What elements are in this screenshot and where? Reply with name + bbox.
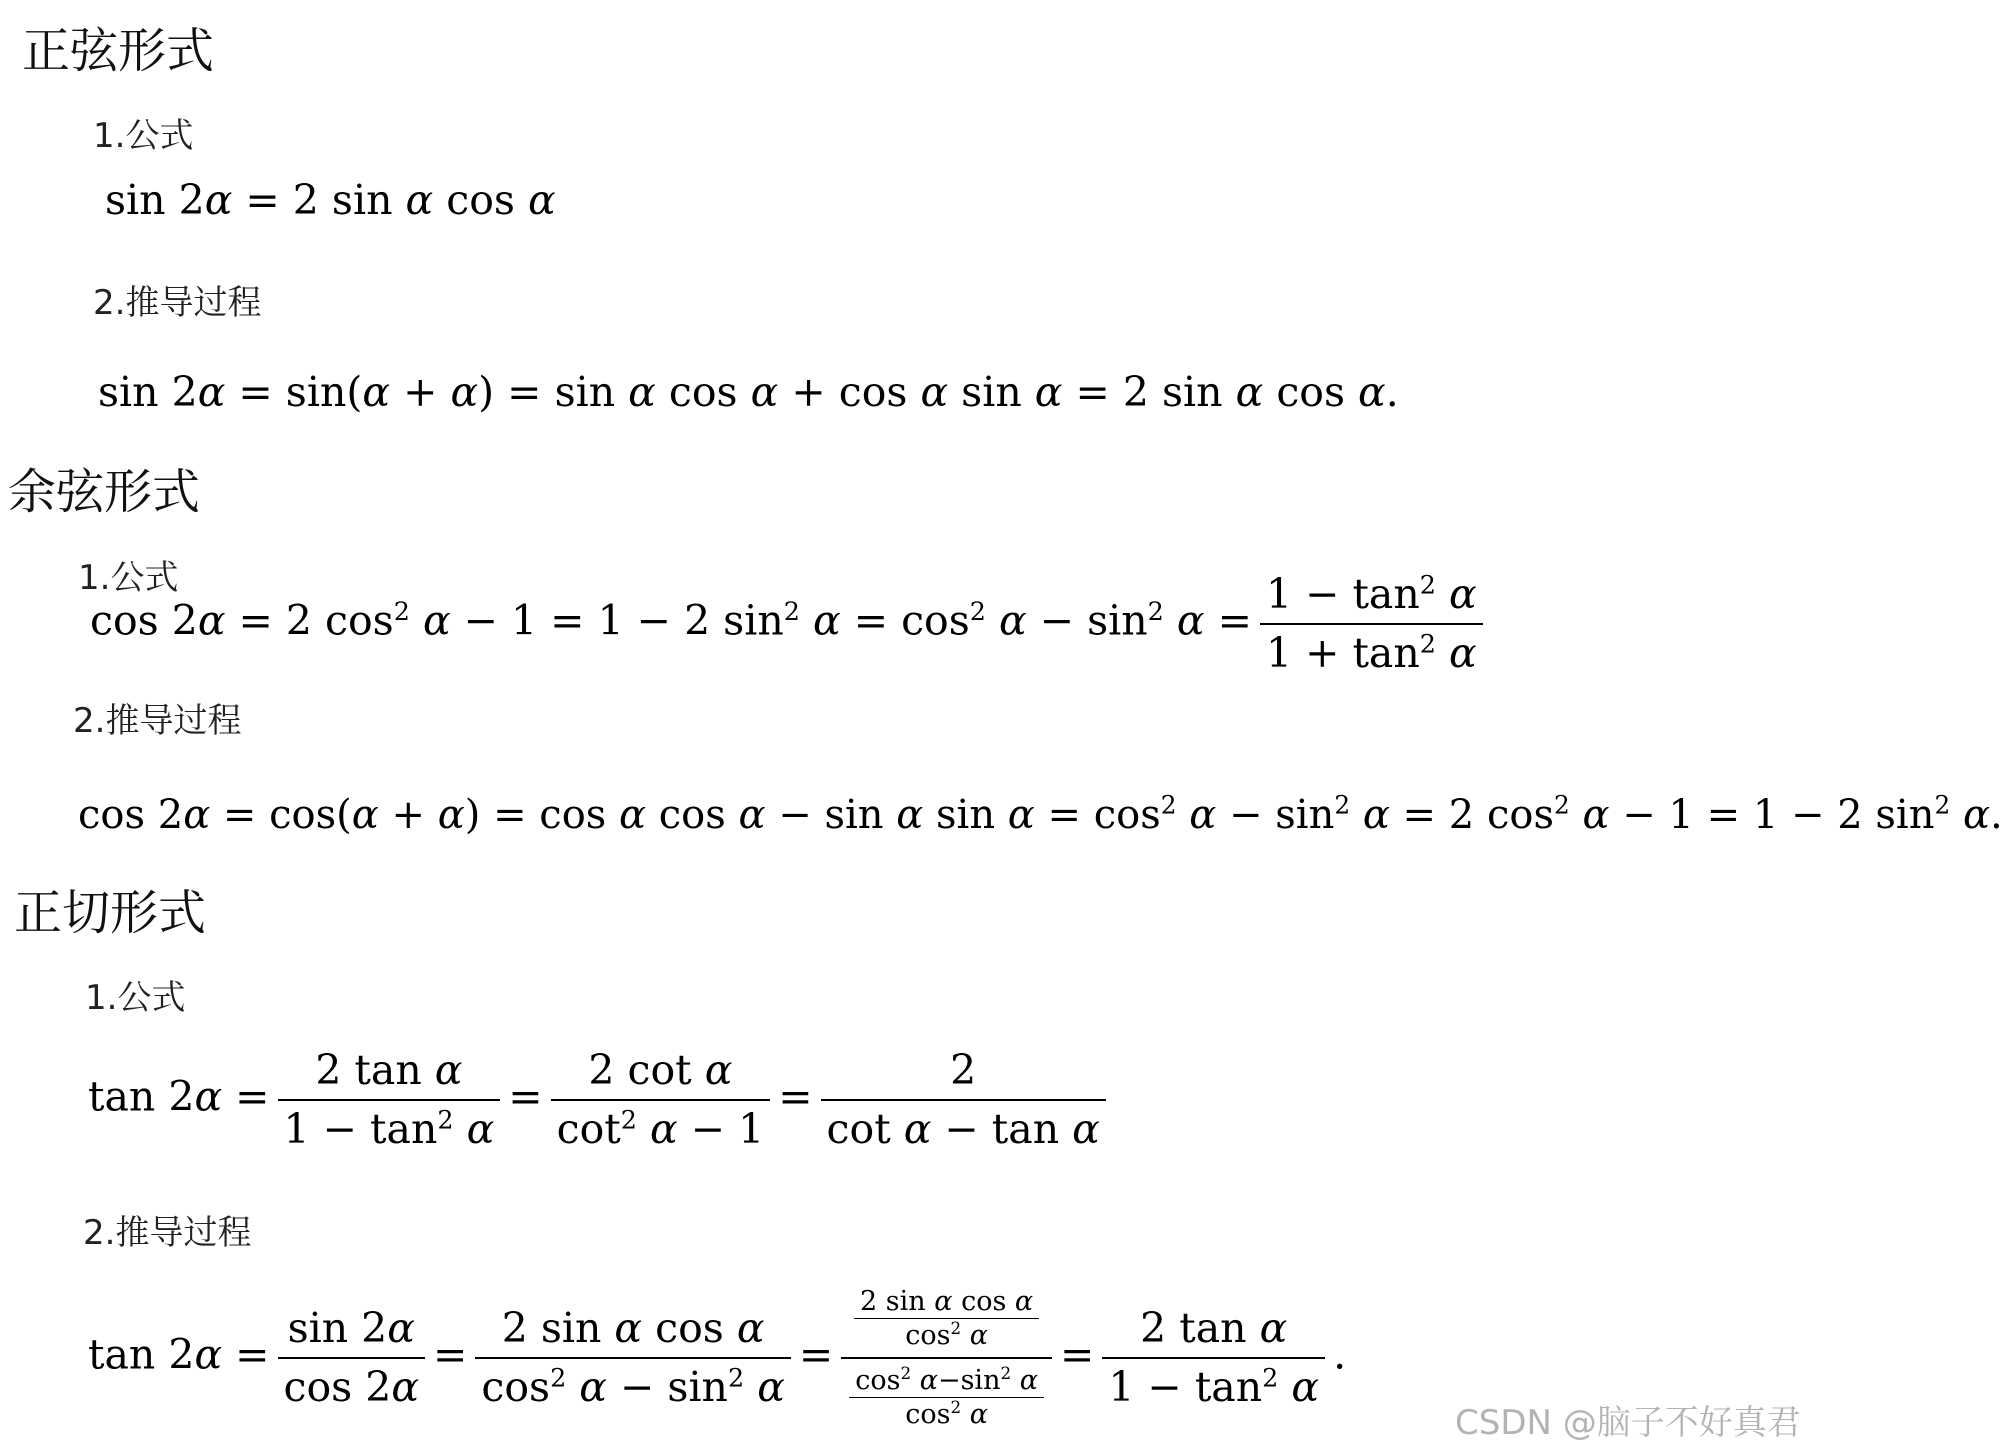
tangent-formula-heading: 1.公式 [85, 978, 186, 1018]
sine-formula-heading: 1.公式 [93, 116, 194, 156]
cosine-formula-heading: 1.公式 [78, 558, 179, 598]
section-title-tangent: 正切形式 [14, 885, 207, 941]
tangent-derivation: tan 2α = $\frac{\sin 2\alpha}{\cos 2\alpha}$ = $\frac{\text{2 sin α cos α}}{\cos^2 \alpha - \sin^2 \alpha}$ = $\frac{\frac{\text{2 sin α cos α}}{\cos^2 \alpha}}{\frac{\cos^2 \alpha-\sin^2 \alpha}{\cos^2 \alpha}}$ = $\frac{\text{2 tan α}}{1 - \tan^2 \alpha}$ . [88, 1286, 1347, 1430]
sine-formula: sin 2α = 2 sin α cos α [105, 176, 556, 224]
watermark: CSDN @脑子不好真君 [1455, 1403, 1801, 1443]
tangent-formula: tan 2α = $\frac{\text{2 tan α}}{1 - \tan^2 \alpha}$ = $\frac{\text{2 cot α}}{\cot^2 \alpha - 1}$ = $\frac{2}{\text{cot α − tan α}}$ [88, 1050, 1114, 1150]
sine-derivation: sin 2α = sin(α + α) = sin α cos α + cos α sin α = 2 sin α cos α. [98, 368, 1399, 416]
cosine-formula: cos 2α = 2 $\cos^2 \alpha - 1 = 1 - 2$ $\sin^2 \alpha = \cos^2 \alpha - \sin^2 \alpha$ = $\frac{1 - \tan^2 \alpha}{1 + \tan^2 \alpha}$ [90, 574, 1491, 674]
section-title-sine: 正弦形式 [22, 23, 215, 79]
section-title-cosine: 余弦形式 [8, 464, 201, 520]
cosine-derivation-heading: 2.推导过程 [73, 701, 242, 741]
tangent-derivation-heading: 2.推导过程 [83, 1213, 252, 1253]
sine-derivation-heading: 2.推导过程 [93, 283, 262, 323]
cosine-derivation: cos 2α = cos(α + α) = cos α cos α − sin α $\sin \alpha = \cos^2 \alpha - \sin^2 \alpha = 2$ $\cos^2 \alpha - 1 = 1 - 2$ $\sin^2 \alpha$. [78, 790, 2003, 838]
